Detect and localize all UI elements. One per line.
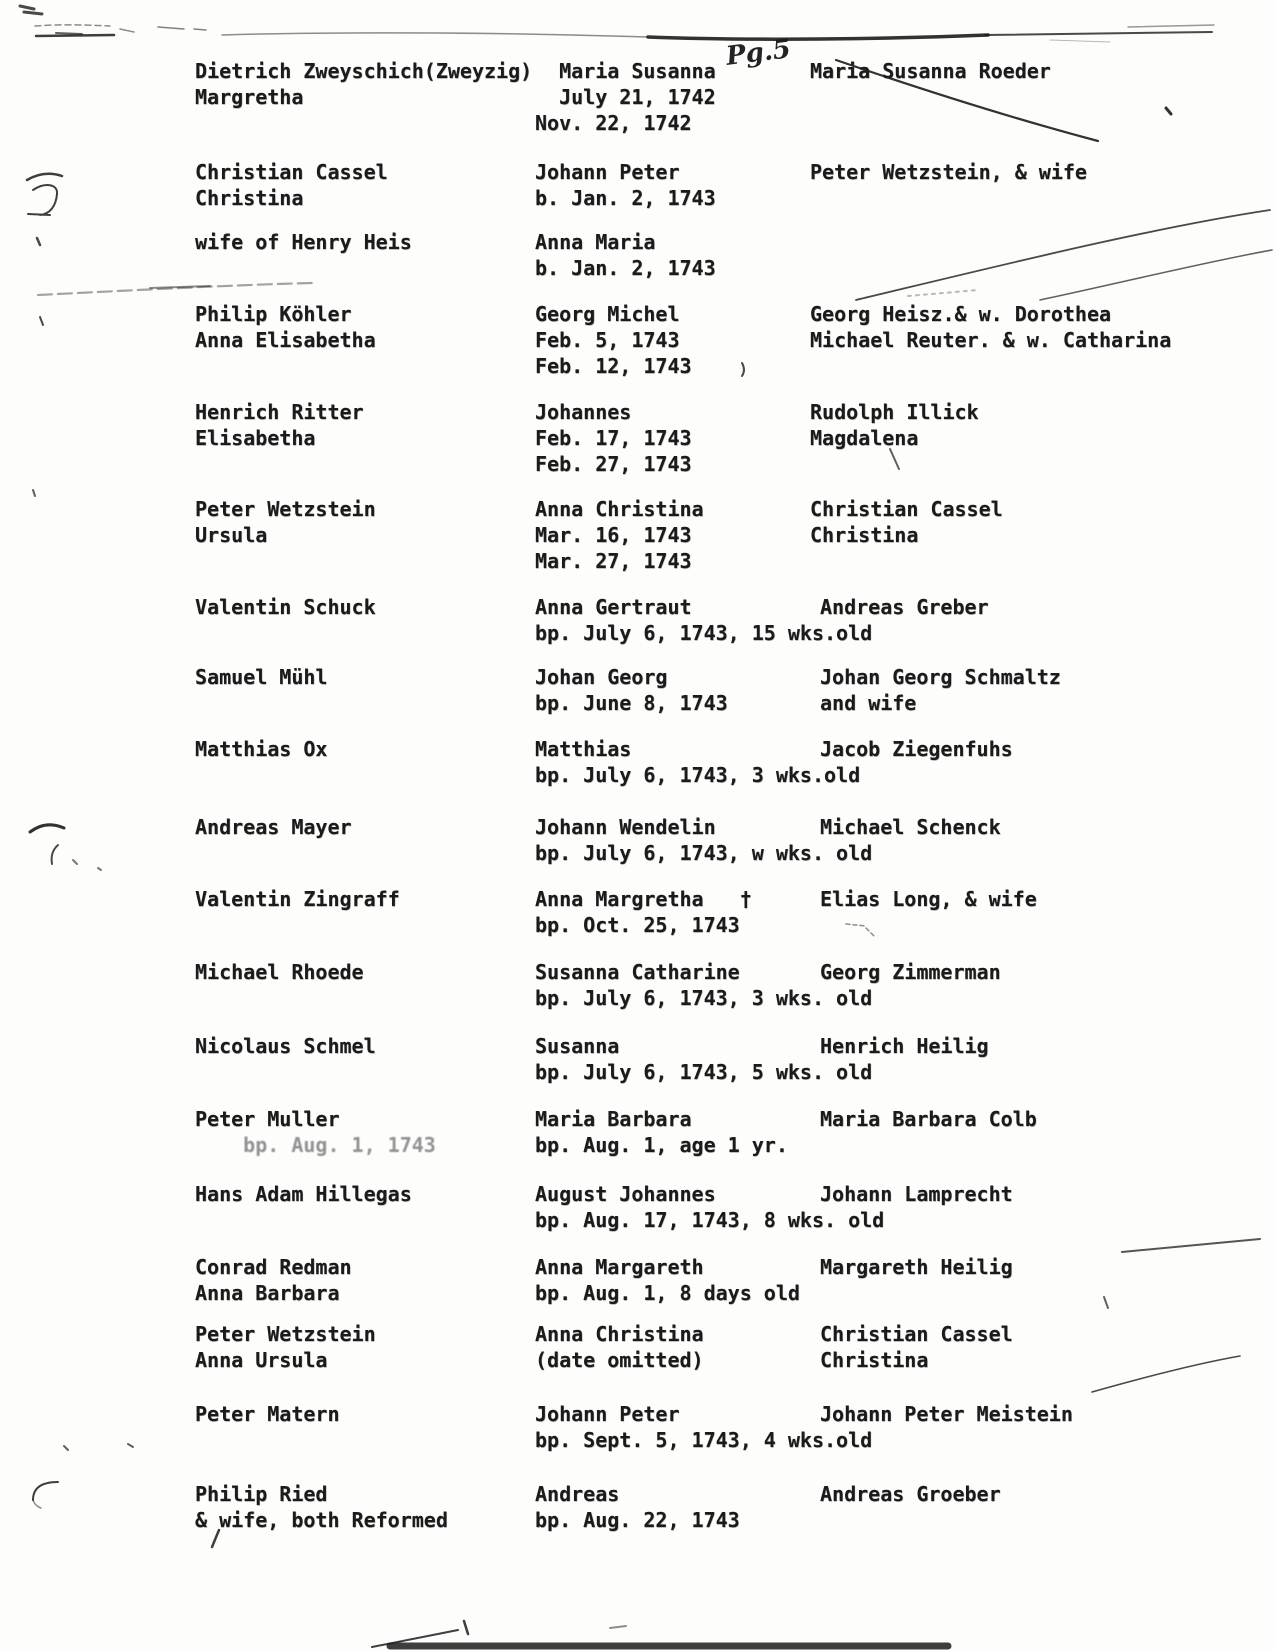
parent-name-line: Ursula bbox=[195, 523, 268, 547]
parents-column bbox=[195, 399, 364, 451]
baptism-record bbox=[0, 959, 1275, 1011]
sponsors-column bbox=[820, 736, 1013, 762]
child-name-line: Maria Susanna bbox=[535, 59, 716, 83]
baptism-record bbox=[0, 1033, 1275, 1085]
parent-name-line: Margretha bbox=[195, 85, 304, 109]
parents-column bbox=[195, 814, 352, 840]
child-column bbox=[535, 399, 692, 477]
sponsor-name-line: Georg Zimmerman bbox=[820, 960, 1001, 984]
parent-name-line: Peter Matern bbox=[195, 1402, 340, 1426]
child-column bbox=[535, 886, 752, 938]
sponsor-name-line: Jacob Ziegenfuhs bbox=[820, 737, 1013, 761]
sponsor-name-line: Maria Barbara Colb bbox=[820, 1107, 1037, 1131]
parent-name-line: Valentin Schuck bbox=[195, 595, 376, 619]
child-column bbox=[535, 1481, 740, 1533]
parents-column bbox=[195, 1033, 376, 1059]
sponsors-column bbox=[820, 1481, 1001, 1507]
parent-name-line: Nicolaus Schmel bbox=[195, 1034, 376, 1058]
child-name-line: bp. Aug. 17, 1743, 8 wks. old bbox=[535, 1208, 885, 1232]
sponsors-column bbox=[810, 159, 1087, 185]
baptism-record bbox=[0, 229, 1275, 281]
sponsors-column bbox=[820, 594, 989, 620]
parent-name-line: Peter Wetzstein bbox=[195, 1322, 376, 1346]
parent-name-line: Matthias Ox bbox=[195, 737, 328, 761]
parent-name-line: Hans Adam Hillegas bbox=[195, 1182, 412, 1206]
parents-column bbox=[195, 229, 412, 255]
child-name-line: bp. July 6, 1743, 5 wks. old bbox=[535, 1060, 873, 1084]
child-column bbox=[535, 736, 860, 788]
child-name-line: Anna Margareth bbox=[535, 1255, 704, 1279]
sponsor-name-line: Peter Wetzstein, & wife bbox=[810, 160, 1087, 184]
records-area bbox=[0, 58, 1275, 1533]
child-name-line: Johann Wendelin bbox=[535, 815, 716, 839]
parent-name-line: Philip Ried bbox=[195, 1482, 328, 1506]
child-name-line: Johann Peter bbox=[535, 160, 680, 184]
child-name-line: bp. July 6, 1743, 3 wks. old bbox=[535, 986, 873, 1010]
sponsor-name-line: and wife bbox=[820, 691, 917, 715]
baptism-record bbox=[0, 496, 1275, 574]
parent-name-line: Christian Cassel bbox=[195, 160, 388, 184]
parents-column bbox=[195, 496, 376, 548]
parent-name-line: & wife, both Reformed bbox=[195, 1508, 448, 1532]
child-name-line: Anna Maria bbox=[535, 230, 656, 254]
sponsors-column bbox=[820, 1254, 1013, 1280]
sponsor-name-line: Maria Susanna Roeder bbox=[810, 59, 1051, 83]
child-name-line: July 21, 1742 bbox=[535, 85, 716, 109]
child-column bbox=[535, 159, 716, 211]
handwritten-page-number-note: Pg.5 bbox=[724, 34, 793, 72]
child-name-line: Feb. 17, 1743 bbox=[535, 426, 692, 450]
baptism-record bbox=[0, 399, 1275, 477]
child-name-line: Feb. 5, 1743 bbox=[535, 328, 680, 352]
sponsor-name-line: Johann Peter Meistein bbox=[820, 1402, 1073, 1426]
sponsors-column bbox=[820, 1321, 1013, 1373]
sponsor-name-line: Christian Cassel bbox=[810, 497, 1003, 521]
sponsor-name-line: Christina bbox=[820, 1348, 929, 1372]
parent-name-line: Elisabetha bbox=[195, 426, 316, 450]
sponsors-column bbox=[820, 1106, 1037, 1132]
child-name-line: bp. June 8, 1743 bbox=[535, 691, 728, 715]
child-name-line: August Johannes bbox=[535, 1182, 716, 1206]
sponsor-name-line: Margareth Heilig bbox=[820, 1255, 1013, 1279]
child-name-line: bp. Aug. 22, 1743 bbox=[535, 1508, 740, 1532]
baptism-record bbox=[0, 736, 1275, 788]
child-name-line: bp. Aug. 1, age 1 yr. bbox=[535, 1133, 788, 1157]
parent-name-line: Anna Barbara bbox=[195, 1281, 340, 1305]
sponsors-column bbox=[820, 1181, 1013, 1207]
child-name-line: bp. Sept. 5, 1743, 4 wks.old bbox=[535, 1428, 873, 1452]
parent-name-line: Peter Wetzstein bbox=[195, 497, 376, 521]
child-name-line: Susanna bbox=[535, 1034, 620, 1058]
parents-column bbox=[195, 736, 327, 762]
sponsors-column bbox=[820, 959, 1001, 985]
child-name-line: b. Jan. 2, 1743 bbox=[535, 186, 716, 210]
child-name-line: Johannes bbox=[535, 400, 632, 424]
parents-column bbox=[195, 1401, 340, 1427]
child-name-line: Anna Christina bbox=[535, 1322, 704, 1346]
baptism-record bbox=[0, 58, 1275, 136]
sponsor-name-line: Michael Reuter. & w. Catharina bbox=[810, 328, 1172, 352]
parents-column bbox=[195, 594, 376, 620]
parents-column bbox=[195, 1481, 448, 1533]
sponsor-name-line: Magdalena bbox=[810, 426, 919, 450]
child-name-line: Nov. 22, 1742 bbox=[535, 111, 692, 135]
child-name-line: Feb. 27, 1743 bbox=[535, 452, 692, 476]
baptism-record bbox=[0, 1106, 1275, 1158]
child-name-line: bp. July 6, 1743, w wks. old bbox=[535, 841, 873, 865]
baptism-record bbox=[0, 594, 1275, 646]
sponsor-name-line: Michael Schenck bbox=[820, 815, 1001, 839]
baptism-record bbox=[0, 1481, 1275, 1533]
child-name-line: Georg Michel bbox=[535, 302, 680, 326]
parents-column bbox=[195, 1254, 352, 1306]
sponsor-name-line: Rudolph Illick bbox=[810, 400, 979, 424]
child-name-line: bp. July 6, 1743, 3 wks.old bbox=[535, 763, 861, 787]
parent-name-line: Peter Muller bbox=[195, 1107, 340, 1131]
sponsors-column bbox=[820, 886, 1037, 912]
parents-column bbox=[195, 886, 400, 912]
baptism-record bbox=[0, 301, 1275, 379]
child-name-line: Mar. 16, 1743 bbox=[535, 523, 692, 547]
child-name-line: b. Jan. 2, 1743 bbox=[535, 256, 716, 280]
sponsor-name-line: Andreas Groeber bbox=[820, 1482, 1001, 1506]
parent-name-line: bp. Aug. 1, 1743 bbox=[195, 1133, 436, 1157]
parents-column bbox=[195, 1106, 436, 1158]
child-name-line: Anna Christina bbox=[535, 497, 704, 521]
sponsor-name-line: Andreas Greber bbox=[820, 595, 989, 619]
baptism-record bbox=[0, 1401, 1275, 1453]
child-name-line: bp. Aug. 1, 8 days old bbox=[535, 1281, 800, 1305]
child-column bbox=[535, 664, 728, 716]
parents-column bbox=[195, 1321, 376, 1373]
parent-name-line: Michael Rhoede bbox=[195, 960, 364, 984]
child-name-line: Mar. 27, 1743 bbox=[535, 549, 692, 573]
parents-column bbox=[195, 959, 364, 985]
child-name-line: bp. July 6, 1743, 15 wks.old bbox=[535, 621, 873, 645]
child-name-line: (date omitted) bbox=[535, 1348, 704, 1372]
baptism-record bbox=[0, 159, 1275, 211]
parent-name-line: Philip Köhler bbox=[195, 302, 352, 326]
top-edge-scratch-lines-artifact bbox=[20, 6, 1214, 42]
sponsors-column bbox=[810, 58, 1051, 84]
child-name-line: Matthias bbox=[535, 737, 632, 761]
sponsors-column bbox=[820, 814, 1001, 840]
child-name-line: Susanna Catharine bbox=[535, 960, 740, 984]
child-column bbox=[535, 1254, 800, 1306]
baptism-record bbox=[0, 886, 1275, 938]
baptism-record bbox=[0, 1181, 1275, 1233]
child-name-line: Anna Margretha † bbox=[535, 887, 752, 911]
baptism-record bbox=[0, 1321, 1275, 1373]
child-name-line: Johan Georg bbox=[535, 665, 668, 689]
child-column bbox=[535, 301, 692, 379]
sponsors-column bbox=[820, 1033, 989, 1059]
parent-name-line: Valentin Zingraff bbox=[195, 887, 400, 911]
child-column bbox=[535, 229, 716, 281]
sponsor-name-line: Christian Cassel bbox=[820, 1322, 1013, 1346]
parent-name-line: wife of Henry Heis bbox=[195, 230, 412, 254]
parent-name-line: Christina bbox=[195, 186, 304, 210]
parents-column bbox=[195, 1181, 412, 1207]
child-name-line: Andreas bbox=[535, 1482, 620, 1506]
sponsor-name-line: Henrich Heilig bbox=[820, 1034, 989, 1058]
sponsor-name-line: Christina bbox=[810, 523, 919, 547]
parent-name-line: Anna Elisabetha bbox=[195, 328, 376, 352]
parents-column bbox=[195, 301, 376, 353]
sponsor-name-line: Johann Lamprecht bbox=[820, 1182, 1013, 1206]
child-column bbox=[535, 58, 716, 136]
child-name-line: Johann Peter bbox=[535, 1402, 680, 1426]
baptism-record bbox=[0, 664, 1275, 716]
sponsors-column bbox=[820, 664, 1061, 716]
sponsors-column bbox=[820, 1401, 1073, 1427]
child-column bbox=[535, 1321, 704, 1373]
child-name-line: Maria Barbara bbox=[535, 1107, 692, 1131]
parent-name-line: Henrich Ritter bbox=[195, 400, 364, 424]
parent-name-line: Conrad Redman bbox=[195, 1255, 352, 1279]
child-name-line: bp. Oct. 25, 1743 bbox=[535, 913, 740, 937]
sponsor-name-line: Georg Heisz.& w. Dorothea bbox=[810, 302, 1112, 326]
sponsors-column bbox=[810, 496, 1003, 548]
parents-column bbox=[195, 664, 327, 690]
child-name-line: Feb. 12, 1743 bbox=[535, 354, 692, 378]
parent-name-line: Anna Ursula bbox=[195, 1348, 328, 1372]
sponsors-column bbox=[810, 301, 1171, 353]
parent-name-line: Andreas Mayer bbox=[195, 815, 352, 839]
parent-name-line: Dietrich Zweyschich(Zweyzig) bbox=[195, 59, 533, 83]
child-column bbox=[535, 1106, 788, 1158]
sponsors-column bbox=[810, 399, 979, 451]
parents-column bbox=[195, 159, 388, 211]
parent-name-line: Samuel Mühl bbox=[195, 665, 328, 689]
child-column bbox=[535, 496, 704, 574]
sponsor-name-line: Elias Long, & wife bbox=[820, 887, 1037, 911]
parents-column bbox=[195, 58, 532, 110]
child-name-line: Anna Gertraut bbox=[535, 595, 692, 619]
baptism-record bbox=[0, 814, 1275, 866]
sponsor-name-line: Johan Georg Schmaltz bbox=[820, 665, 1061, 689]
baptism-record bbox=[0, 1254, 1275, 1306]
bottom-edge-marks-artifact bbox=[372, 1621, 948, 1647]
